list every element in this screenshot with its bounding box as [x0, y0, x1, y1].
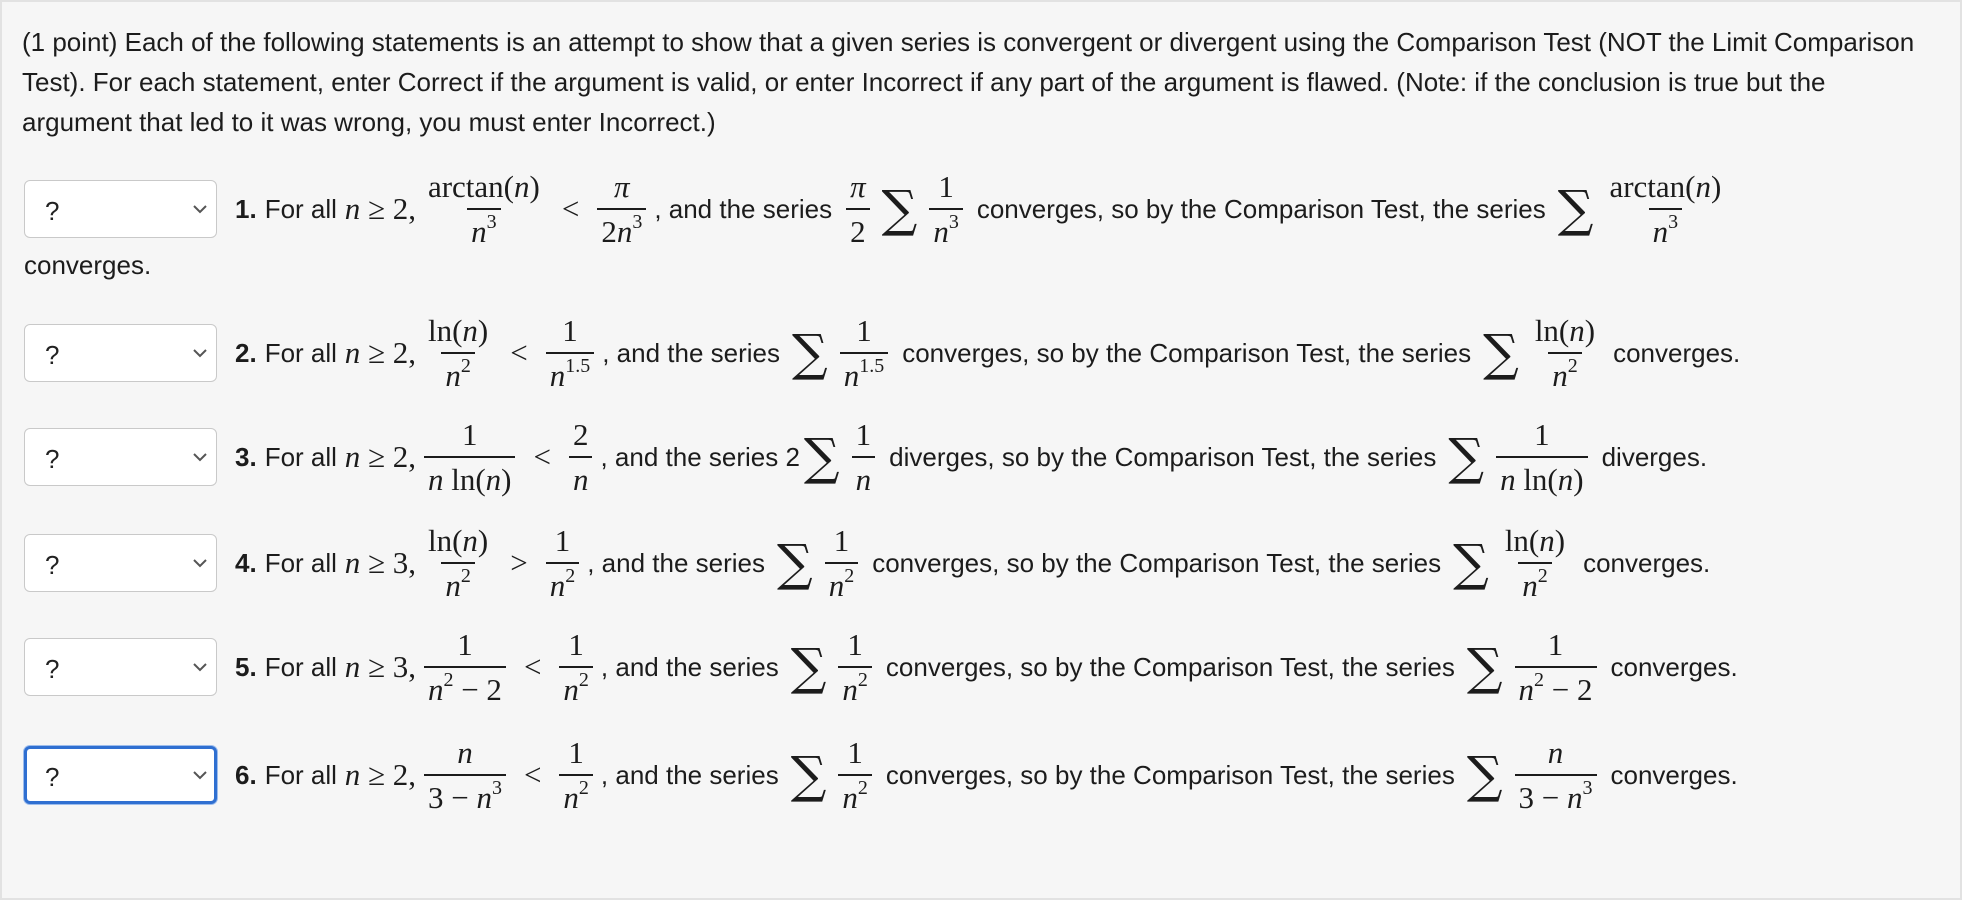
- statement-text: diverges, so by the Comparison Test, the series: [889, 441, 1437, 472]
- statement-text: converges.: [1613, 337, 1741, 368]
- fraction: $\frac{\arctan(n)}{n^3}$: [1609, 169, 1722, 249]
- statement-1: [24, 169, 1733, 249]
- sigma-symbol: ∑: [1453, 534, 1489, 592]
- chevron-down-icon: [192, 347, 208, 359]
- statement-text: converges, so by the Comparison Test, the series: [872, 547, 1442, 578]
- answer-dropdown-3[interactable]: ?: [24, 428, 217, 486]
- statement-number: 5.: [235, 651, 257, 682]
- statement-3: [24, 417, 1708, 497]
- fraction: $\frac{n}{3 - n^3}$: [1515, 737, 1597, 813]
- sigma-symbol: ∑: [790, 746, 827, 804]
- condition: n ≥ 3,: [344, 649, 416, 684]
- statement-text: diverges.: [1601, 441, 1708, 472]
- sigma-symbol: ∑: [790, 638, 827, 696]
- fraction: $\frac{n}{3 - n^3}$: [424, 737, 506, 813]
- chevron-down-icon: [192, 203, 208, 215]
- statement-text: For all: [264, 547, 337, 578]
- statement-text: For all: [264, 337, 337, 368]
- condition: n ≥ 3,: [344, 545, 416, 580]
- statement-number: 4.: [235, 547, 257, 578]
- statement-text: converges.: [24, 250, 152, 280]
- fraction: $\frac{1}{n}$: [852, 419, 876, 495]
- fraction: $\frac{1}{n^2 - 2}$: [424, 629, 506, 705]
- statement-6: [24, 735, 1738, 815]
- statement-2: [24, 313, 1741, 393]
- sigma-symbol: ∑: [803, 428, 840, 486]
- statement-number: 3.: [235, 441, 257, 472]
- statement-text: , and the series: [602, 337, 780, 368]
- statement-text: , and the series: [600, 759, 779, 790]
- statement-text: converges.: [1610, 759, 1738, 790]
- statement-text: For all: [264, 441, 337, 472]
- chevron-down-icon: [192, 557, 208, 569]
- condition: n ≥ 2,: [344, 439, 416, 474]
- fraction: $\frac{\arctan(n)}{n^3}$: [427, 169, 540, 249]
- fraction: $\frac{1}{n^2}$: [825, 525, 859, 601]
- sigma-symbol: ∑: [776, 534, 813, 592]
- statement-text: For all: [264, 651, 337, 682]
- chevron-down-icon: [192, 451, 208, 463]
- sigma-symbol: ∑: [1448, 428, 1485, 486]
- statement-text: converges, so by the Comparison Test, the series: [976, 193, 1546, 224]
- statement-text: converges.: [1583, 547, 1711, 578]
- fraction: $\frac{1}{n^2}$: [838, 737, 872, 813]
- answer-dropdown-1[interactable]: ?: [24, 180, 217, 238]
- fraction: $\frac{2}{n}$: [569, 419, 593, 495]
- sigma-symbol: ∑: [791, 324, 828, 382]
- fraction: $\frac{\ln(n)}{n^2}$: [427, 523, 489, 603]
- fraction: $\frac{\pi}{2n^3}$: [597, 171, 646, 247]
- statement-number: 2.: [235, 337, 257, 368]
- fraction: $\frac{\ln(n)}{n^2}$: [427, 313, 489, 393]
- fraction: $\frac{1}{\text{n ln(n)}}$: [1496, 419, 1588, 495]
- statement-5: [24, 627, 1738, 707]
- statement-4: [24, 523, 1711, 603]
- relation: <: [510, 335, 528, 370]
- sigma-symbol: ∑: [1483, 324, 1519, 382]
- fraction: $\frac{\ln(n)}{n^2}$: [1534, 313, 1596, 393]
- sigma-symbol: ∑: [1557, 180, 1594, 238]
- answer-dropdown-5[interactable]: ?: [24, 638, 217, 696]
- answer-dropdown-4[interactable]: ?: [24, 534, 217, 592]
- fraction: $\frac{\pi}{2}$: [846, 171, 870, 247]
- sigma-symbol: ∑: [1466, 638, 1503, 696]
- statement-text: For all: [264, 759, 337, 790]
- fraction: $\frac{1}{n^{1.5}}$: [546, 315, 595, 391]
- answer-dropdown-6[interactable]: ?: [24, 746, 217, 804]
- statement-text: converges, so by the Comparison Test, the series: [885, 651, 1455, 682]
- fraction: $\frac{\ln(n)}{n^2}$: [1504, 523, 1566, 603]
- statement-text: For all: [264, 193, 337, 224]
- fraction: $\frac{1}{\text{n ln(n)}}$: [424, 419, 516, 495]
- statement-text: , and the series: [587, 547, 765, 578]
- fraction: $\frac{1}{n^2}$: [559, 737, 593, 813]
- statement-number: 6.: [235, 759, 257, 790]
- fraction: $\frac{1}{n^2}$: [838, 629, 872, 705]
- sigma-symbol: ∑: [1466, 746, 1503, 804]
- condition: n ≥ 2,: [344, 757, 416, 792]
- statement-text: , and the series 2: [600, 441, 800, 472]
- answer-dropdown-2[interactable]: ?: [24, 324, 217, 382]
- condition: n ≥ 2,: [344, 191, 416, 226]
- condition: n ≥ 2,: [344, 335, 416, 370]
- statement-text: , and the series: [600, 651, 779, 682]
- statement-text: converges, so by the Comparison Test, the series: [902, 337, 1472, 368]
- fraction: $\frac{1}{n^2 - 2}$: [1515, 629, 1597, 705]
- fraction: $\frac{1}{n^{1.5}}$: [840, 315, 889, 391]
- relation: >: [510, 545, 528, 580]
- statement-text: converges, so by the Comparison Test, the series: [885, 759, 1455, 790]
- relation: <: [533, 439, 551, 474]
- fraction: $\frac{1}{n^2}$: [546, 525, 580, 601]
- relation: <: [561, 191, 580, 226]
- sigma-symbol: ∑: [881, 180, 918, 238]
- problem-instructions: (1 point) Each of the following statements is an attempt to show that a given series is convergent or divergent using the Comparison Test (NOT the Limit Comparison Test). For each statement, enter Correct if the argument is valid, or enter Incorrect if any part of the argument is flawed. (Note: if the conclusion is true but the argument that led to it was wrong, you must enter Incorrect.): [22, 27, 1915, 137]
- relation: <: [523, 649, 542, 684]
- statement-text: , and the series: [654, 193, 833, 224]
- fraction: $\frac{1}{n^2}$: [559, 629, 593, 705]
- statement-number: 1.: [235, 193, 257, 224]
- fraction: $\frac{1}{n^3}$: [929, 171, 963, 247]
- chevron-down-icon: [192, 769, 208, 781]
- chevron-down-icon: [192, 661, 208, 673]
- relation: <: [523, 757, 542, 792]
- statement-text: converges.: [1610, 651, 1738, 682]
